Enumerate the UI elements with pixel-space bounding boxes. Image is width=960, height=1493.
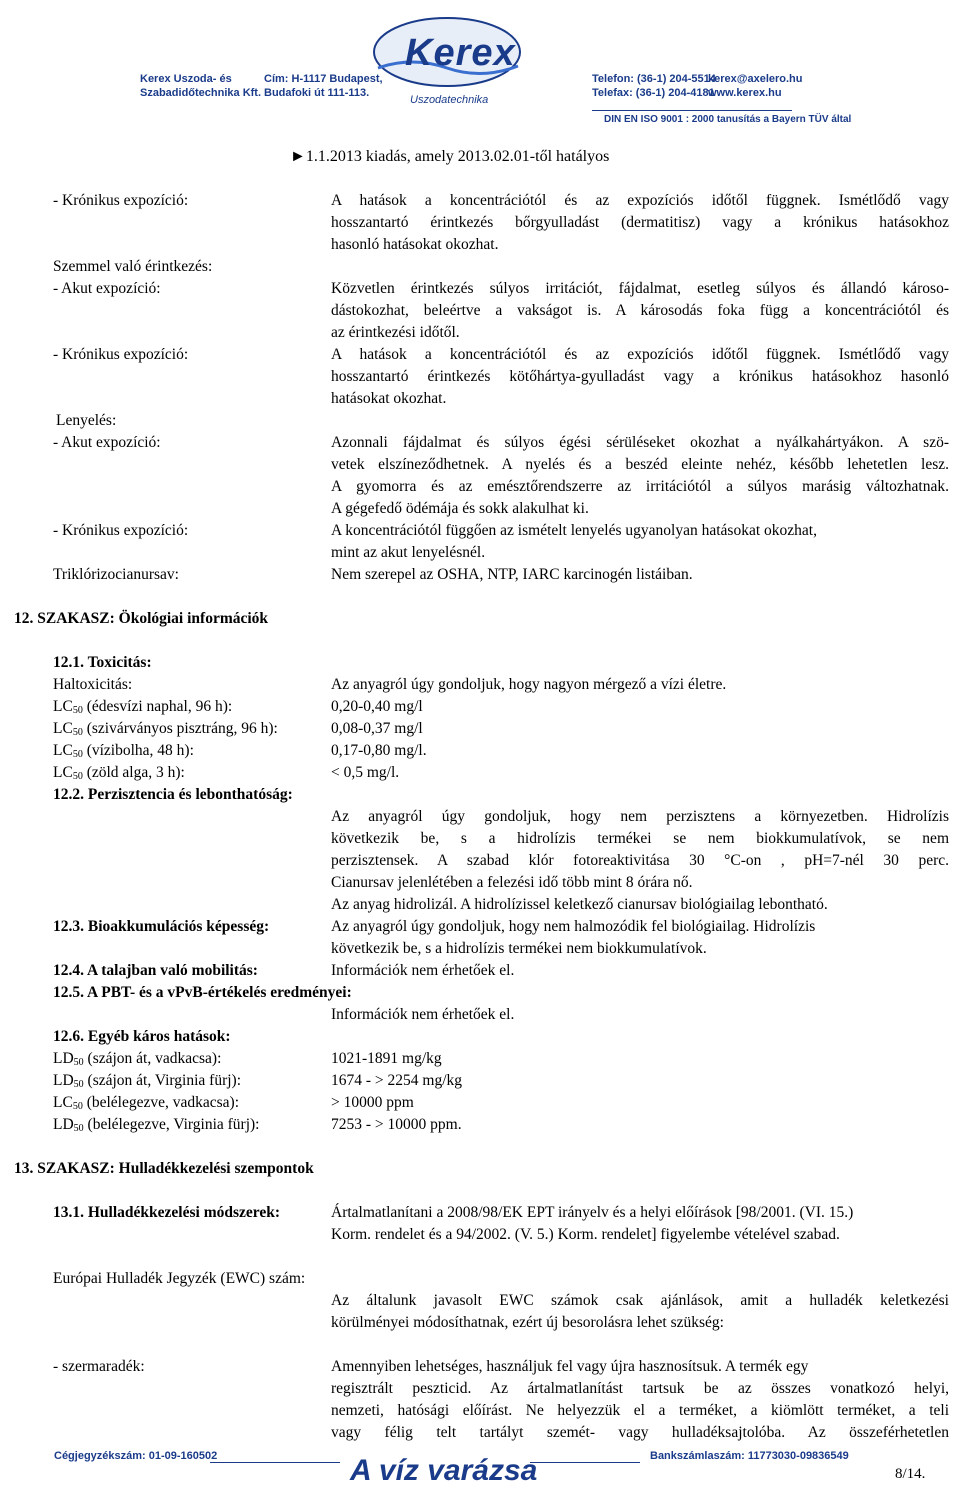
ingestion-acute-text-1: Azonnali fájdalmat és súlyos égési sérüléseket okozhat a nyálkahártyákon. A szö- — [331, 434, 949, 451]
ingestion-chronic-text-2: mint az akut lenyelésnél. — [331, 544, 486, 561]
lc50-algae-label: $LC_{50}$ (zöld alga, 3 h): — [53, 764, 185, 782]
company-name: Kerex Uszoda- és Szabadidőtechnika Kft. — [140, 73, 262, 99]
skin-chronic-text-3: hasonló hatásokat okozhat. — [331, 236, 499, 253]
pbt-value: Információk nem érhetőek el. — [331, 1006, 515, 1023]
skin-chronic-text-1: A hatások a koncentrációtól és az expozíciós időtől függnek. Ismétlődő vagy — [331, 192, 949, 209]
footer-rule-left — [210, 1462, 340, 1463]
persistence-text-2: következik be, s a hidrolízis termékei se nem biokkumulatívok, se nem — [331, 830, 949, 847]
ingestion-chronic-label: - Krónikus expozíció: — [53, 522, 189, 539]
ld50-quail-oral-label: $LD_{50}$ (szájon át, Virginia fürj): — [53, 1072, 242, 1090]
section-12-heading: 12. SZAKASZ: Ökológiai információk — [14, 610, 269, 627]
logo-subtitle: Uszodatechnika — [410, 94, 489, 106]
ewc-text-2: körülményei módosíthatnak, ezért új besorolásra lehet szükség: — [331, 1314, 724, 1331]
persistence-text-3: perzisztensek. A szabad klór fotoreaktivitása 30 °C-on , pH=7-nél 30 perc. — [331, 852, 949, 869]
ld50-quail-inhal-label: $LD_{50}$ (belélegezve, Virginia fürj): — [53, 1116, 260, 1134]
kerex-logo — [372, 16, 522, 88]
eye-acute-text-3: az érintkezési időtől. — [331, 324, 460, 341]
persistence-text-5: Az anyag hidrolizál. A hidrolízissel keletkező cianursav biológiailag lebontható. — [331, 896, 828, 913]
eye-acute-label: - Akut expozíció: — [53, 280, 161, 297]
waste-methods-text-2: Korm. rendelet és a 94/2002. (V. 5.) Korm. rendelet] figyelembe vételével szabad. — [331, 1226, 840, 1243]
logo-text: Kerex — [405, 32, 516, 74]
fish-toxicity-value: Az anyagról úgy gondoljuk, hogy nagyon mérgező a vízi életre. — [331, 676, 727, 693]
ingestion-acute-text-4: A gégefedő ödémája és sokk alakulhat ki. — [331, 500, 589, 517]
ewc-text-1: Az általunk javasolt EWC számok csak ajánlások, amit a hulladék keletkezési — [331, 1292, 949, 1309]
lc50-sunfish-label: $LC_{50}$ (édesvízi naphal, 96 h): — [53, 698, 233, 716]
residue-label: - szermaradék: — [53, 1358, 145, 1375]
tca-value: Nem szerepel az OSHA, NTP, IARC karcinogén listáiban. — [331, 566, 693, 583]
residue-text-1: Amennyiben lehetséges, használjuk fel vagy újra hasznosítsuk. A termék egy — [331, 1358, 809, 1375]
page-number: 8/14. — [895, 1466, 926, 1482]
letterhead — [0, 0, 960, 140]
mobility-value: Információk nem érhetőek el. — [331, 962, 515, 979]
eye-contact-label: Szemmel való érintkezés: — [53, 258, 213, 275]
lc50-daphnia-label: $LC_{50}$ (vízibolha, 48 h): — [53, 742, 194, 760]
ld50-duck-oral-label: $LD_{50}$ (szájon át, vadkacsa): — [53, 1050, 222, 1068]
ingestion-acute-text-3: A gyomorra és az emésztőrendszerre az irritációtól a súlyos marásig változhatnak. — [331, 478, 949, 495]
header-divider — [592, 110, 792, 111]
bioaccumulation-text-1: Az anyagról úgy gondoljuk, hogy nem halmozódik fel biológiailag. Hidrolízis — [331, 918, 816, 935]
eye-chronic-label: - Krónikus expozíció: — [53, 346, 189, 363]
skin-chronic-text-2: hosszantartó érintkezés bőrgyulladást (dermatitisz) vagy a krónikus hatásokhoz — [331, 214, 949, 231]
residue-text-4: vagy félig telt tartályt szemét- vagy hulladéksajtolóba. Az összeférhetetlen — [331, 1424, 949, 1441]
toxicity-heading: 12.1. Toxicitás: — [53, 654, 152, 671]
bioaccumulation-heading: 12.3. Bioakkumulációs képesség: — [53, 918, 270, 935]
residue-text-2: regisztrált peszticid. Az ártalmatlanítást tartsuk be az összes vonatkozó helyi, — [331, 1380, 949, 1397]
ingestion-label: Lenyelés: — [56, 412, 117, 429]
lc50-duck-inhal-label: $LC_{50}$ (belélegezve, vadkacsa): — [53, 1094, 240, 1112]
company-contact: kerex@axelero.hu www.kerex.hu — [708, 73, 803, 99]
ingestion-acute-text-2: vetek elszíneződhetnek. A nyelés és a beszéd eleinte nehéz, később lehetetlen lesz. — [331, 456, 949, 473]
eye-chronic-text-2: hosszantartó érintkezés kötőhártya-gyulladást vagy a krónikus hatásokhoz hasonló — [331, 368, 949, 385]
mobility-heading: 12.4. A talajban való mobilitás: — [53, 962, 258, 979]
lc50-trout-value: 0,08-0,37 mg/l — [331, 720, 423, 737]
ld50-duck-oral-value: 1021-1891 mg/kg — [331, 1050, 442, 1067]
ingestion-acute-label: - Akut expozíció: — [53, 434, 161, 451]
residue-text-3: nemzeti, hatósági előírást. Ne helyezzük el a terméket, a kiömlött terméket, a teli — [331, 1402, 949, 1419]
ld50-quail-inhal-value: 7253 - > 10000 ppm. — [331, 1116, 462, 1133]
lc50-algae-value: < 0,5 mg/l. — [331, 764, 400, 781]
persistence-text-1: Az anyagról úgy gondoljuk, hogy nem perzisztens a környezetben. Hidrolízis — [331, 808, 949, 825]
waste-methods-heading: 13.1. Hulladékkezelési módszerek: — [53, 1204, 281, 1221]
page-footer — [0, 1440, 960, 1493]
lc50-sunfish-value: 0,20-0,40 mg/l — [331, 698, 423, 715]
lc50-daphnia-value: 0,17-0,80 mg/l. — [331, 742, 427, 759]
persistence-heading: 12.2. Perzisztencia és lebonthatóság: — [53, 786, 293, 803]
company-phone: Telefon: (36-1) 204-5514 Telefax: (36-1) 204-4181 — [592, 73, 716, 99]
ld50-quail-oral-value: 1674 - > 2254 mg/kg — [331, 1072, 463, 1089]
waste-methods-text-1: Ártalmatlanítani a 2008/98/EK EPT irányelv és a helyi előírások [98/2001. (VI. 15.) — [331, 1204, 854, 1221]
ingestion-chronic-text-1: A koncentrációtól függően az ismételt lenyelés ugyanolyan hatásokat okozhat, — [331, 522, 817, 539]
iso-certification: DIN EN ISO 9001 : 2000 tanusítás a Bayern TÜV által — [604, 114, 852, 125]
eye-chronic-text-3: hatásokat okozhat. — [331, 390, 447, 407]
fish-toxicity-label: Haltoxicitás: — [53, 676, 133, 693]
eye-acute-text-1: Közvetlen érintkezés súlyos irritációt, fájdalmat, esetleg súlyos és állandó károso- — [331, 280, 949, 297]
ewc-label: Európai Hulladék Jegyzék (EWC) szám: — [53, 1270, 306, 1287]
pbt-heading: 12.5. A PBT- és a vPvB-értékelés eredményei: — [53, 984, 352, 1001]
persistence-text-4: Cianursav jelenlétében a felezési idő több mint 8 órára nő. — [331, 874, 693, 891]
footer-rule-right — [530, 1462, 640, 1463]
bioaccumulation-text-2: következik be, s a hidrolízis termékei nem biokkumulatívok. — [331, 940, 707, 957]
company-registry: Cégjegyzékszám: 01-09-160502 — [54, 1450, 218, 1462]
tca-label: Triklórizocianursav: — [53, 566, 179, 583]
lc50-trout-label: $LC_{50}$ (szivárványos pisztráng, 96 h): — [53, 720, 278, 738]
section-13-heading: 13. SZAKASZ: Hulladékkezelési szempontok — [14, 1160, 314, 1177]
revision-note: ►1.1.2013 kiadás, amely 2013.02.01-től hatályos — [290, 148, 610, 165]
eye-acute-text-2: dástokozhat, beleértve a vakságot is. A károsodás foka függ a koncentrációtól és — [331, 302, 949, 319]
lc50-duck-inhal-value: > 10000 ppm — [331, 1094, 414, 1111]
eye-chronic-text-1: A hatások a koncentrációtól és az expozíciós időtől függnek. Ismétlődő vagy — [331, 346, 949, 363]
skin-chronic-label: - Krónikus expozíció: — [53, 192, 189, 209]
bank-account: Bankszámlaszám: 11773030-09836549 — [650, 1450, 849, 1462]
company-address: Cím: H-1117 Budapest, Budafoki út 111-113. — [264, 73, 383, 99]
footer-slogan: A víz varázsa — [350, 1454, 538, 1487]
other-effects-heading: 12.6. Egyéb káros hatások: — [53, 1028, 231, 1045]
